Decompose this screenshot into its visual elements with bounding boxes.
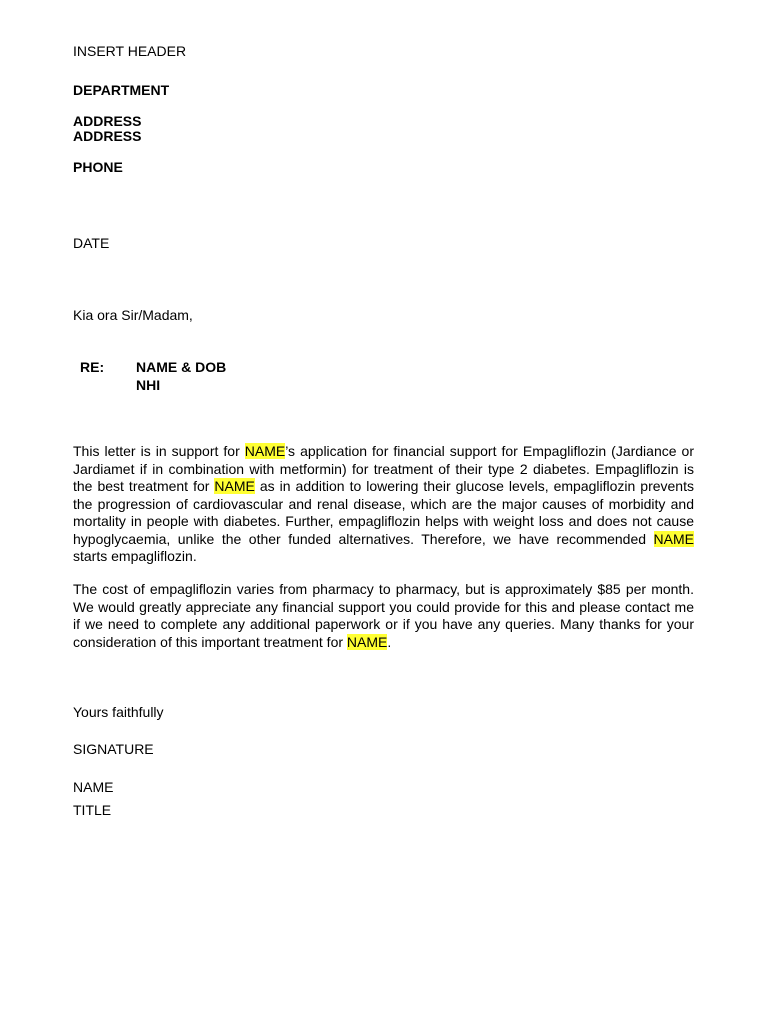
insert-header: INSERT HEADER (73, 43, 187, 59)
para1-text-1: This letter is in support for (73, 443, 245, 459)
re-nhi: NHI (136, 377, 161, 393)
name-placeholder-highlight: NAME (244, 443, 286, 459)
re-label: RE: (80, 359, 105, 375)
para2-text-1: The cost of empagliflozin varies from pharmacy to pharmacy, but is approximately $85 per month. We would greatly appreciate any financial support you could provide for this and please contact me if we need to complete any additional paperwork or if you have any queries. Many thanks for your consideration of this important treatment for (73, 581, 694, 650)
address-line-2: ADDRESS (73, 128, 142, 144)
para2-text-2: . (387, 633, 392, 650)
name-placeholder-highlight: NAME (653, 530, 694, 547)
phone-label: PHONE (73, 159, 123, 175)
valediction: Yours faithfully (73, 704, 164, 720)
re-name-dob: NAME & DOB (136, 359, 227, 375)
name-placeholder-highlight: NAME (214, 478, 255, 494)
name-placeholder-highlight: NAME (346, 633, 388, 650)
para1-text-4: starts empagliflozin. (73, 548, 197, 564)
salutation: Kia ora Sir/Madam, (73, 307, 193, 323)
body-paragraph-1 (73, 443, 694, 566)
signer-name: NAME (73, 779, 114, 795)
signature-placeholder: SIGNATURE (73, 741, 154, 757)
para1-text-3: as in addition to lowering their glucose levels, empagliflozin prevents the progression of cardiovascular and renal disease, which are the major causes of morbidity and mortality in people with diabetes. Further, empagliflozin helps with weight loss and does not cause hypoglycaemia, unlike the other funded alternatives. Therefore, we have recommended (73, 478, 694, 547)
para1-text-2: ’s application for financial support for Empagliflozin (Jardiance or Jardiamet if in combination with metformin) for treatment of their type 2 diabetes. Empagliflozin is the best treatment for (73, 443, 694, 494)
address-line-1: ADDRESS (73, 113, 142, 129)
signer-title: TITLE (73, 802, 112, 818)
department-label: DEPARTMENT (73, 82, 170, 98)
body-paragraph-2 (73, 581, 694, 651)
date-label: DATE (73, 235, 110, 251)
